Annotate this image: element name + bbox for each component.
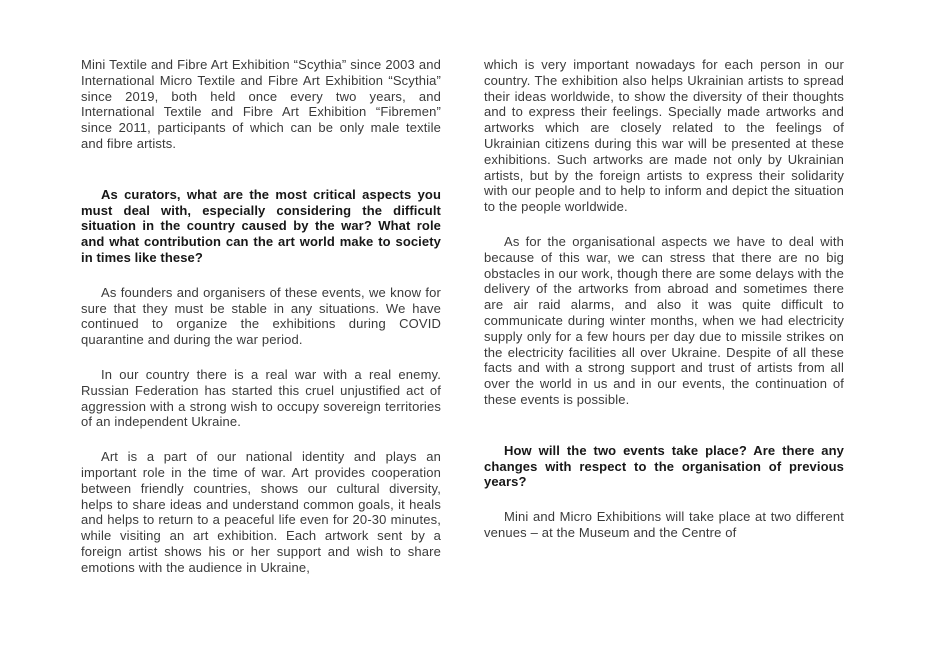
question-paragraph: As curators, what are the most critical aspects you must deal with, especially considering the difficult situation in the country caused by the war? What role and what contribution can the art world make to society in times like these?	[81, 186, 441, 265]
body-paragraph: As for the organisational aspects we have to deal with because of this war, we can stress that there are no big obstacles in our work, though there are some delays with the delivery of the artworks from abroad and sometimes there are air raid alarms, and also it was quite difficult to communicate during winter months, when we had electricity supply only for a few hours per day due to missile strikes on the electricity facilities all over Ukraine. Despite of all these facts and with a strong support and trust of artists from all over the world in us and in our events, the continuation of these events is possible.	[484, 233, 844, 407]
body-paragraph: Mini Textile and Fibre Art Exhibition “Scythia” since 2003 and International Micro Textile and Fibre Art Exhibition “Scythia” since 2019, both held once every two years, and International Textile and Fibre Art Exhibition “Fibremen” since 2011, participants of which can be only male textile and fibre artists.	[81, 57, 441, 151]
body-paragraph: As founders and organisers of these events, we know for sure that they must be stable in any situations. We have continued to organize the exhibitions during COVID quarantine and during the war period.	[81, 284, 441, 348]
body-paragraph: which is very important nowadays for each person in our country. The exhibition also helps Ukrainian artists to spread their ideas worldwide, to show the diversity of their thoughts and to express their feelings. Specially made artworks and artworks which are closely related to the feelings of Ukrainian citizens during this war will be presented at these exhibitions. Such artworks are made not only by Ukrainian artists, but by the foreign artists to express their solidarity with our people and to help to inform and depict the situation to the people worldwide.	[484, 57, 844, 215]
body-paragraph: Mini and Micro Exhibitions will take place at two different venues – at the Museum and the Centre of	[484, 509, 844, 540]
body-paragraph: In our country there is a real war with a real enemy. Russian Federation has started this cruel unjustified act of aggression with a strong wish to occupy sovereign territories of an independent Ukraine.	[81, 366, 441, 430]
body-paragraph: Art is a part of our national identity and plays an important role in the time of war. Art provides cooperation between friendly countries, shows our cultural diversity, helps to share ideas and understand common goals, it heals and helps to return to a peaceful life even for 20-30 minutes, while visiting an art exhibition. Each artwork sent by a foreign artist shows his or her support and wish to share emotions with the audience in Ukraine,	[81, 449, 441, 575]
question-paragraph: How will the two events take place? Are there any changes with respect to the organisation of previous years?	[484, 442, 844, 490]
left-column	[81, 57, 441, 576]
right-column	[484, 57, 844, 541]
